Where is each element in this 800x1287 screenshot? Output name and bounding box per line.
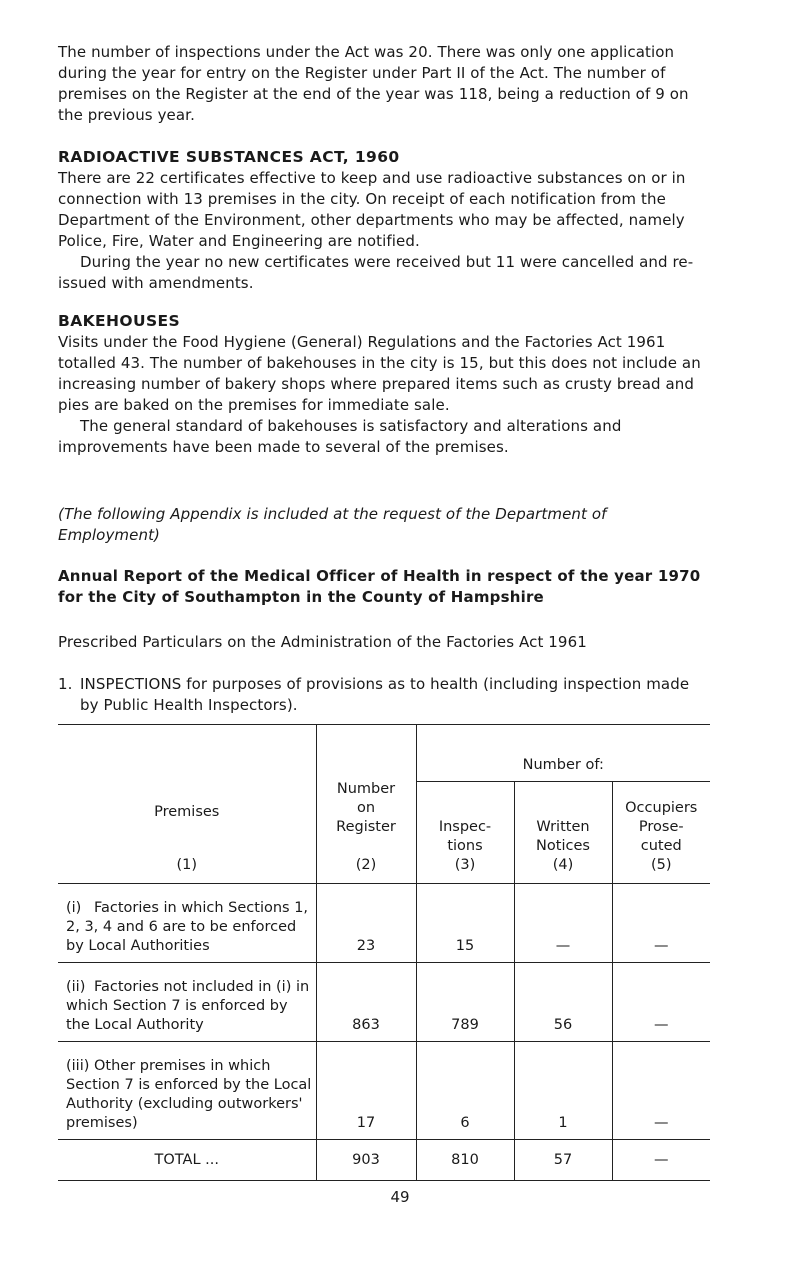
register-cell: 863 <box>316 963 416 1042</box>
register-header: Number on Register (2) <box>316 725 416 884</box>
page-number: 49 <box>390 1188 410 1206</box>
radioactive-paragraph-1: There are 22 certificates effective to keep and use radioactive substances on or in connection with 13 premises in the city. On receipt of each notification from the Department of the Environment, other departments who may be affected, namely Police, Fire, Water and Engineering are notified. <box>58 169 686 250</box>
total-label: TOTAL ... <box>154 1151 219 1168</box>
item-text: INSPECTIONS for purposes of provisions as to health (including inspection made by Public Health Inspectors). <box>80 675 690 714</box>
inspections-cell: 789 <box>416 963 514 1042</box>
col5-number: (5) <box>650 857 672 873</box>
notices-cell: 1 <box>514 1042 612 1140</box>
radioactive-paragraph-2: During the year no new certificates were received but 11 were cancelled and re-issued with amendments. <box>58 253 694 292</box>
prescribed-particulars: Prescribed Particulars on the Administration of the Factories Act 1961 <box>58 633 587 651</box>
bakehouses-paragraph-2: The general standard of bakehouses is satisfactory and alterations and improvements have been made to several of the premises. <box>58 417 622 456</box>
prosecuted-cell: — <box>612 1042 710 1140</box>
inspections-cell: 15 <box>416 884 514 963</box>
radioactive-heading: RADIOACTIVE SUBSTANCES ACT, 1960 <box>58 148 400 166</box>
premises-header: Premises (1) <box>58 725 316 884</box>
notices-header: Written Notices (4) <box>514 782 612 884</box>
inspections-header: Inspec- tions (3) <box>416 782 514 884</box>
register-cell: 23 <box>316 884 416 963</box>
col1-number: (1) <box>176 857 198 873</box>
item-number: 1. <box>58 675 73 693</box>
inspections-item <box>58 674 710 716</box>
table-row <box>58 884 710 963</box>
notices-cell: — <box>514 884 612 963</box>
number-of-group-header: Number of: <box>416 725 710 782</box>
col3-number: (3) <box>454 857 476 873</box>
page-body <box>58 42 710 716</box>
bakehouses-heading: BAKEHOUSES <box>58 312 181 330</box>
prosecuted-cell: — <box>612 963 710 1042</box>
row-label: (iii) Other premises in which Section 7 is enforced by the Local Authority (excluding outworkers' premises) <box>66 1058 312 1131</box>
table-row <box>58 963 710 1042</box>
row-label: (i) Factories in which Sections 1, 2, 3, 4 and 6 are to be enforced by Local Authorities <box>66 900 309 954</box>
intro-paragraph: The number of inspections under the Act was 20. There was only one application during the year for entry on the Register under Part II of the Act. The number of premises on the Register at the end of the year was 118, being a reduction of 9 on the previous year. <box>58 43 689 124</box>
table-row <box>58 1042 710 1140</box>
report-title: Annual Report of the Medical Officer of Health in respect of the year 1970 for the City of Southampton in the County of Hampshire <box>58 567 701 606</box>
prosecuted-header: Occupiers Prose- cuted (5) <box>612 782 710 884</box>
inspections-table <box>58 724 710 1181</box>
notices-cell: 56 <box>514 963 612 1042</box>
total-row <box>58 1140 710 1181</box>
row-label: (ii) Factories not included in (i) in which Section 7 is enforced by the Local Authority <box>66 979 310 1033</box>
prosecuted-cell: — <box>612 884 710 963</box>
total-notices: 57 <box>514 1140 612 1181</box>
inspections-cell: 6 <box>416 1042 514 1140</box>
total-register: 903 <box>316 1140 416 1181</box>
bakehouses-paragraph-1: Visits under the Food Hygiene (General) Regulations and the Factories Act 1961 totalled 43. The number of bakehouses in the city is 15, but this does not include an increasing number of bakery shops where prepared items such as crusty bread and pies are baked on the premises for immediate sale. <box>58 333 701 414</box>
total-inspections: 810 <box>416 1140 514 1181</box>
appendix-note: (The following Appendix is included at the request of the Department of Employment) <box>58 505 607 544</box>
total-prosecuted: — <box>612 1140 710 1181</box>
col2-number: (2) <box>355 857 377 873</box>
register-cell: 17 <box>316 1042 416 1140</box>
col4-number: (4) <box>552 857 574 873</box>
